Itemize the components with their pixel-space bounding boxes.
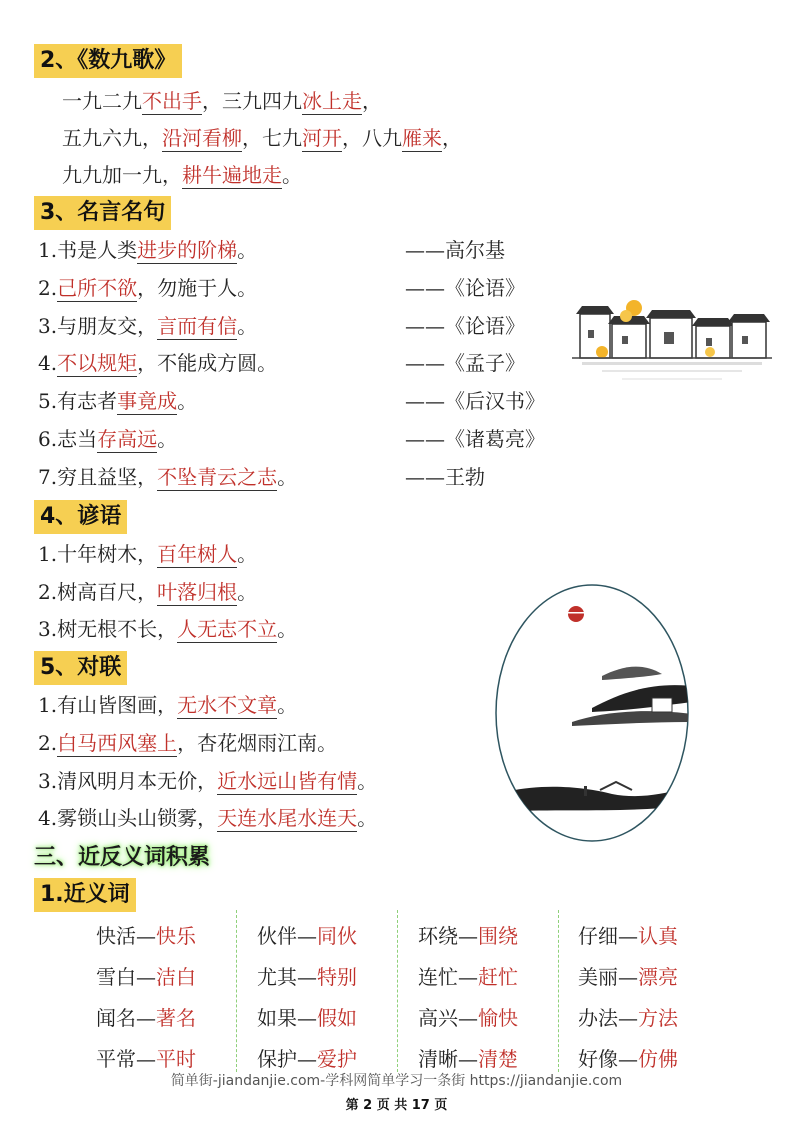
footer-watermark: 简单街-jiandanjie.com-学科网简单学习一条街 https://jiandanjie.com [170, 1073, 623, 1089]
synonym-pair: 伙伴—同伙 [257, 924, 357, 948]
synonym-pair: 高兴—愉快 [418, 1006, 518, 1030]
column-divider [236, 910, 237, 1072]
synonym-pair: 平常—平时 [96, 1047, 196, 1071]
proverb-2: 2.树高百尺，叶落归根。 [38, 580, 258, 604]
quote-3-source: ——《论语》 [405, 314, 525, 338]
synonym-pair: 保护—爱护 [257, 1047, 357, 1071]
section-2-heading: 2、《数九歌》 [34, 44, 182, 78]
section-4-heading: 4、谚语 [34, 500, 127, 534]
quote-1-source: ——高尔基 [405, 238, 505, 262]
section-3-heading: 3、名言名句 [34, 196, 171, 230]
column-divider [558, 910, 559, 1072]
proverb-3: 3.树无根不长，人无志不立。 [38, 617, 298, 641]
poem-line-1: 一九二九不出手，三九四九冰上走， [62, 89, 382, 113]
quote-4: 4.不以规矩，不能成方圆。 [38, 351, 278, 375]
quote-7: 7.穷且益坚，不坠青云之志。 [38, 465, 298, 489]
quote-6: 6.志当存高远。 [38, 427, 178, 451]
synonym-pair: 美丽—漂亮 [578, 965, 678, 989]
quote-1: 1.书是人类进步的阶梯。 [38, 238, 258, 262]
synonym-pair: 快活—快乐 [96, 924, 196, 948]
quote-2-source: ——《论语》 [405, 276, 525, 300]
synonym-pair: 闻名—著名 [96, 1006, 196, 1030]
synonym-pair: 尤其—特别 [257, 965, 357, 989]
part-3-heading: 三、近反义词积累 [34, 845, 211, 870]
proverb-1: 1.十年树木，百年树人。 [38, 542, 258, 566]
synonym-column-2 [257, 916, 407, 1080]
synonym-pair: 如果—假如 [257, 1006, 357, 1030]
couplet-4: 4.雾锁山头山锁雾，天连水尾水连天。 [38, 806, 378, 830]
quote-2: 2.己所不欲，勿施于人。 [38, 276, 258, 300]
page-number: 第 2 页 共 17 页 [345, 1098, 448, 1113]
quote-7-source: ——王勃 [405, 465, 485, 489]
quote-6-source: ——《诸葛亮》 [405, 427, 545, 451]
poem-line-2: 五九六九，沿河看柳，七九河开，八九雁来， [62, 126, 462, 150]
couplet-2: 2.白马西风塞上，杏花烟雨江南。 [38, 731, 338, 755]
quote-5-source: ——《后汉书》 [405, 389, 545, 413]
couplet-3: 3.清风明月本无价，近水远山皆有情。 [38, 769, 378, 793]
synonym-pair: 连忙—赶忙 [418, 965, 518, 989]
synonym-column-4 [578, 916, 728, 1080]
column-divider [397, 910, 398, 1072]
synonym-pair: 环绕—围绕 [418, 924, 518, 948]
synonyms-heading: 1.近义词 [34, 878, 136, 912]
landscape-oval-illustration [492, 582, 692, 844]
synonym-column-3 [418, 916, 568, 1080]
poem-line-3: 九九加一九，耕牛遍地走。 [62, 163, 302, 187]
section-5-heading: 5、对联 [34, 651, 127, 685]
couplet-1: 1.有山皆图画，无水不文章。 [38, 693, 298, 717]
quote-4-source: ——《孟子》 [405, 351, 525, 375]
synonym-pair: 好像—仿佛 [578, 1047, 678, 1071]
synonym-pair: 雪白—洁白 [96, 965, 196, 989]
synonym-pair: 办法—方法 [578, 1006, 678, 1030]
synonym-pair: 仔细—认真 [578, 924, 678, 948]
quote-5: 5.有志者事竟成。 [38, 389, 198, 413]
synonym-pair: 清晰—清楚 [418, 1047, 518, 1071]
quote-3: 3.与朋友交，言而有信。 [38, 314, 258, 338]
village-illustration [572, 296, 772, 404]
synonym-column-1 [96, 916, 246, 1080]
